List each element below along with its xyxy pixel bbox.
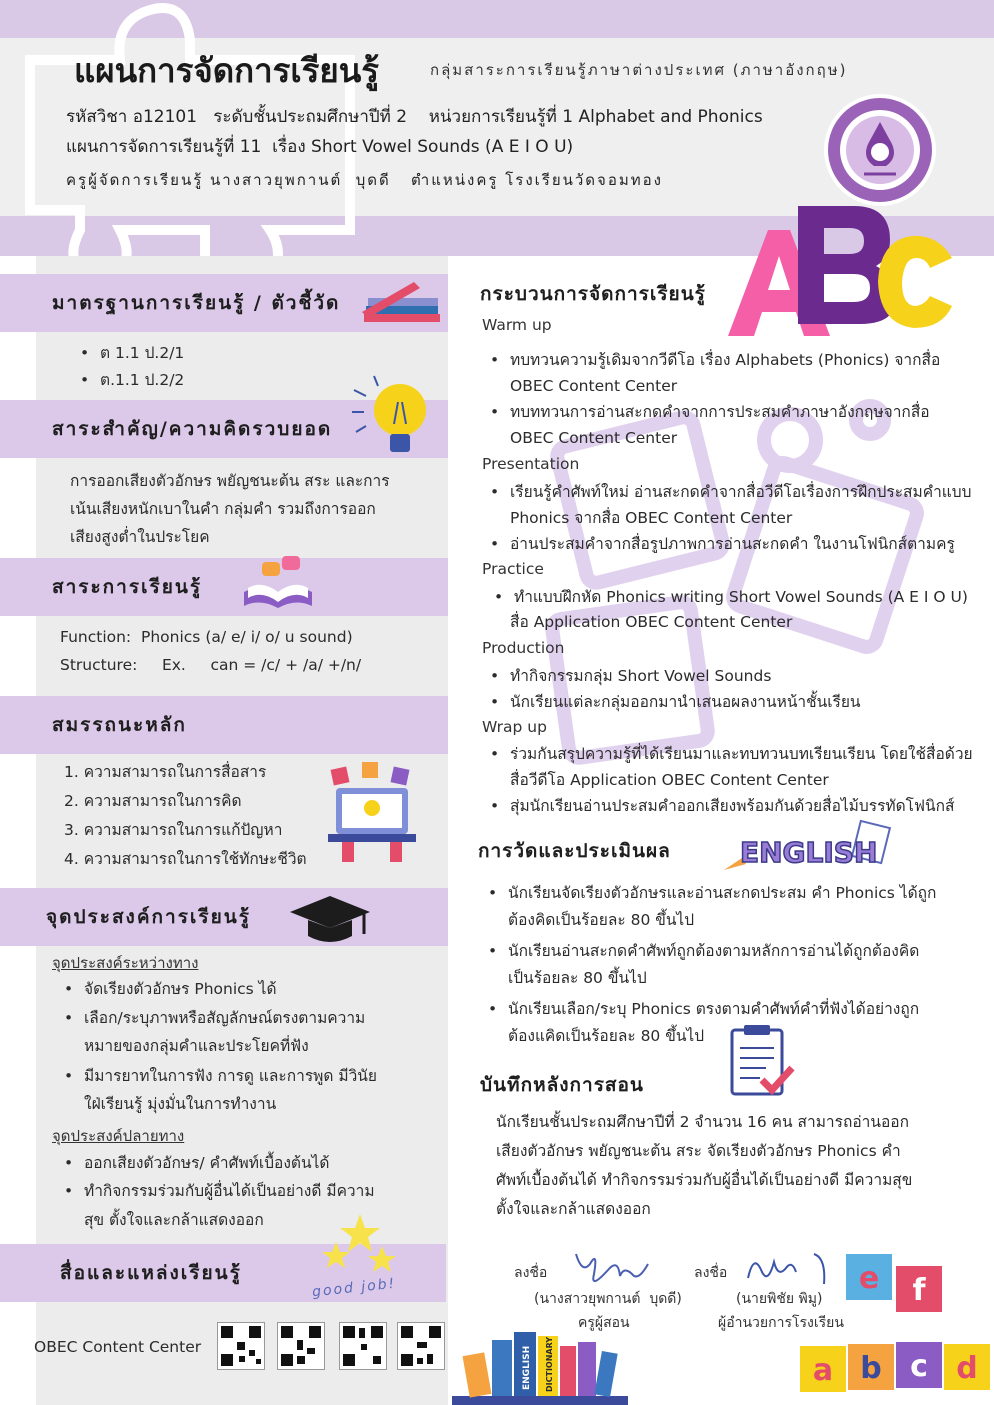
standards-item-1: • ต 1.1 ป.2/1 xyxy=(100,340,184,366)
content-heading: สาระการเรียนรู้ xyxy=(52,576,203,598)
process-wrapup-1-cont: สื่อวีดีโอ Application OBEC Content Center xyxy=(510,771,829,789)
teacher-signature xyxy=(568,1244,664,1294)
evaluation-1: • นักเรียนจัดเรียงตัวอักษรและอ่านสะกดประสม คำ Phonics ได้ถูก xyxy=(508,880,936,906)
stars-icon xyxy=(316,1212,406,1282)
evaluation-2: • นักเรียนอ่านสะกดคำศัพท์ถูกต้องตามหลักการอ่านได้ถูกต้องคิด xyxy=(508,938,919,964)
director-name: (นายพิชัย พิมู) xyxy=(736,1291,823,1307)
process-practice-1: • ทำแบบฝึกหัด Phonics writing Short Vowel Sounds (A E I O U) xyxy=(514,584,968,610)
concept-heading: สาระสำคัญ/ความคิดรวบยอด xyxy=(52,418,333,440)
english-badge-text: ENGLISH xyxy=(740,836,878,869)
process-warmup-2: • ทบททวนการอ่านสะกดคำจากการประสมคำภาษาอังกฤษจากสื่อ xyxy=(510,399,930,425)
objective-mid-2: • เลือก/ระบุภาพหรือสัญลักษณ์ตรงตามความ xyxy=(84,1005,365,1031)
concept-line-2: เน้นเสียงหนักเบาในคำ กลุ่มคำ รวมถึงการออก xyxy=(70,500,376,518)
objective-mid-2-cont: หมายของกลุ่มคำและประโยคที่ฟัง xyxy=(84,1037,309,1055)
evaluation-2-cont: เป็นร้อยละ 80 ขึ้นไป xyxy=(508,969,647,987)
cube-letter-c: c xyxy=(910,1349,928,1384)
page-title: แผนการจัดการเรียนรู้ xyxy=(74,51,380,90)
process-production-label: Production xyxy=(482,639,565,657)
good-job-badge: good job! xyxy=(311,1275,397,1301)
lightbulb-icon xyxy=(350,372,432,464)
objective-end-1: • ออกเสียงตัวอักษร/ คำศัพท์เบื้องต้นได้ xyxy=(84,1150,329,1176)
checklist-clipboard-icon xyxy=(726,1024,796,1100)
cube-letter-f: f xyxy=(912,1273,926,1308)
director-role: ผู้อำนวยการโรงเรียน xyxy=(718,1315,844,1331)
process-wrapup-1: • ร่วมกันสรุปความรู้ที่ได้เรียนมาและทบทวนบทเรียนเรียน โดยใช้สื่อด้วย xyxy=(510,741,973,767)
process-production-2: • นักเรียนแต่ละกลุ่มออกมานำเสนอผลงานหน้าชั้นเรียน xyxy=(510,689,861,715)
process-production-1: • ทำกิจกรรมกลุ่ม Short Vowel Sounds xyxy=(510,663,771,689)
objective-mid-3: • มีมารยาทในการฟัง การดู และการพูด มีวินัย xyxy=(84,1063,377,1089)
cube-letter-e: e xyxy=(858,1261,880,1296)
open-book-icon xyxy=(240,552,316,612)
content-heading-band xyxy=(0,558,448,616)
evaluation-heading: การวัดและประเมินผล xyxy=(478,840,671,862)
standards-item-2: • ต.1.1 ป.2/2 xyxy=(100,367,184,393)
objectives-end-label: จุดประสงค์ปลายทาง xyxy=(52,1127,185,1145)
record-heading: บันทึกหลังการสอน xyxy=(480,1074,644,1096)
competency-item-1: 1. ความสามารถในการสื่อสาร xyxy=(64,763,267,781)
process-presentation-label: Presentation xyxy=(482,455,580,473)
cube-letter-b: b xyxy=(860,1351,882,1386)
qr-code-1[interactable] xyxy=(217,1322,265,1370)
letter-cubes-decoration xyxy=(796,1246,994,1405)
competency-heading: สมรรถนะหลัก xyxy=(52,714,187,736)
record-line-2: เสียงตัวอักษร พยัญชนะต้น สระ จัดเรียงตัวอักษร Phonics คำ xyxy=(496,1142,901,1160)
process-wrapup-2: • สุ่มนักเรียนอ่านประสมคำออกเสียงพร้อมกันด้วยสื่อไม้บรรทัดโฟนิกส์ xyxy=(510,793,954,819)
concept-line-3: เสียงสูงต่ำในประโยค xyxy=(70,528,210,546)
book-label-english: ENGLISH xyxy=(522,1345,532,1390)
objectives-mid-label: จุดประสงค์ระหว่างทาง xyxy=(52,954,199,972)
process-presentation-1: • เรียนรู้คำศัพท์ใหม่ อ่านสะกดคำจากสื่อวีดีโอเรื่องการฝึกประสมคำแบบ xyxy=(510,479,971,505)
director-sign-label: ลงชื่อ xyxy=(694,1265,728,1281)
teacher-name: (นางสาวยุพกานต์ บุดดี) xyxy=(534,1291,682,1307)
process-warmup-2-cont: OBEC Content Center xyxy=(510,429,678,447)
record-line-1: นักเรียนชั้นประถมศึกษาปีที่ 2 จำนวน 16 คน สามารถอ่านออก xyxy=(496,1113,909,1131)
process-practice-label: Practice xyxy=(482,560,544,578)
media-source: OBEC Content Center xyxy=(34,1338,202,1356)
subject-group: กลุ่มสาระการเรียนรู้ภาษาต่างประเทศ (ภาษาอังกฤษ) xyxy=(430,61,848,79)
process-wrapup-label: Wrap up xyxy=(482,718,547,736)
record-line-4: ตั้งใจและกล้าแสดงออก xyxy=(496,1200,651,1218)
process-warmup-1-cont: OBEC Content Center xyxy=(510,377,678,395)
evaluation-3-cont: ต้องแคิดเป็นร้อยละ 80 ขึ้นไป xyxy=(508,1027,705,1045)
objective-end-2: • ทำกิจกรรมร่วมกับผู้อื่นได้เป็นอย่างดี มีความ xyxy=(84,1178,375,1204)
evaluation-1-cont: ต้องคิดเป็นร้อยละ 80 ขึ้นไป xyxy=(508,911,695,929)
competency-item-3: 3. ความสามารถในการแก้ปัญหา xyxy=(64,821,283,839)
header-line-3: ครูผู้จัดการเรียนรู้ นางสาวยุพกานต์ บุดดี ตำแหน่งครู โรงเรียนวัดจอมทอง xyxy=(66,171,663,189)
process-practice-1-cont: สื่อ Application OBEC Content Center xyxy=(510,613,793,631)
content-structure: Structure: Ex. can = /c/ + /a/ +/n/ xyxy=(60,656,362,674)
teacher-sign-label: ลงชื่อ xyxy=(514,1265,548,1281)
school-seal-logo xyxy=(822,92,938,208)
media-heading: สื่อและแหล่งเรียนรู้ xyxy=(60,1262,242,1284)
qr-code-3[interactable] xyxy=(339,1322,387,1370)
books-decoration xyxy=(452,1324,628,1405)
books-pencil-icon xyxy=(360,278,442,324)
standards-heading: มาตรฐานการเรียนรู้ / ตัวชี้วัด xyxy=(52,292,341,314)
english-badge-icon xyxy=(722,818,894,882)
laptop-study-icon xyxy=(322,760,422,864)
process-presentation-2: • อ่านประสมคำจากสื่อรูปภาพการอ่านสะกดคำ ในงานโฟนิกส์ตามครู xyxy=(510,531,955,557)
book-label-dictionary: DICTIONARY xyxy=(545,1336,554,1392)
objective-mid-1: • จัดเรียงตัวอักษร Phonics ได้ xyxy=(84,976,277,1002)
teacher-role: ครูผู้สอน xyxy=(578,1315,630,1331)
competency-heading-band xyxy=(0,696,448,754)
cube-letter-d: d xyxy=(956,1351,978,1386)
competency-item-4: 4. ความสามารถในการใช้ทักษะชีวิต xyxy=(64,850,307,868)
record-line-3: ศัพท์เบื้องต้นได้ ทำกิจกรรมร่วมกับผู้อื่นได้เป็นอย่างดี มีความสุข xyxy=(496,1171,913,1189)
header-line-1: รหัสวิชา อ12101 ระดับชั้นประถมศึกษาปีที่ 2 หน่วยการเรียนรู้ที่ 1 Alphabet and Phonics xyxy=(66,107,763,127)
concept-line-1: การออกเสียงตัวอักษร พยัญชนะต้น สระ และการ xyxy=(70,472,390,490)
objective-mid-3-cont: ใฝ่เรียนรู้ มุ่งมั่นในการทำงาน xyxy=(84,1095,277,1113)
header-line-2: แผนการจัดการเรียนรู้ที่ 11 เรื่อง Short Vowel Sounds (A E I O U) xyxy=(66,137,574,157)
competency-item-2: 2. ความสามารถในการคิด xyxy=(64,792,242,810)
objectives-heading-band xyxy=(0,888,448,946)
process-warmup-label: Warm up xyxy=(482,316,552,334)
cube-letter-a: a xyxy=(812,1353,834,1388)
content-function: Function: Phonics (a/ e/ i/ o/ u sound) xyxy=(60,628,353,646)
process-presentation-1-cont: Phonics จากสื่อ OBEC Content Center xyxy=(510,509,793,527)
objective-end-2-cont: สุข ตั้งใจและกล้าแสดงออก xyxy=(84,1211,264,1229)
abc-letters-decoration xyxy=(720,196,970,346)
objectives-heading: จุดประสงค์การเรียนรู้ xyxy=(46,906,251,928)
process-heading: กระบวนการจัดการเรียนรู้ xyxy=(480,283,706,305)
evaluation-3: • นักเรียนเลือก/ระบุ Phonics ตรงตามคำศัพท์คำที่ฟังได้อย่างถูก xyxy=(508,996,919,1022)
process-warmup-1: • ทบทวนความรู้เดิมจากวีดีโอ เรื่อง Alphabets (Phonics) จากสื่อ xyxy=(510,347,940,373)
qr-code-4[interactable] xyxy=(397,1322,445,1370)
graduation-cap-icon xyxy=(288,894,372,946)
qr-code-2[interactable] xyxy=(277,1322,325,1370)
